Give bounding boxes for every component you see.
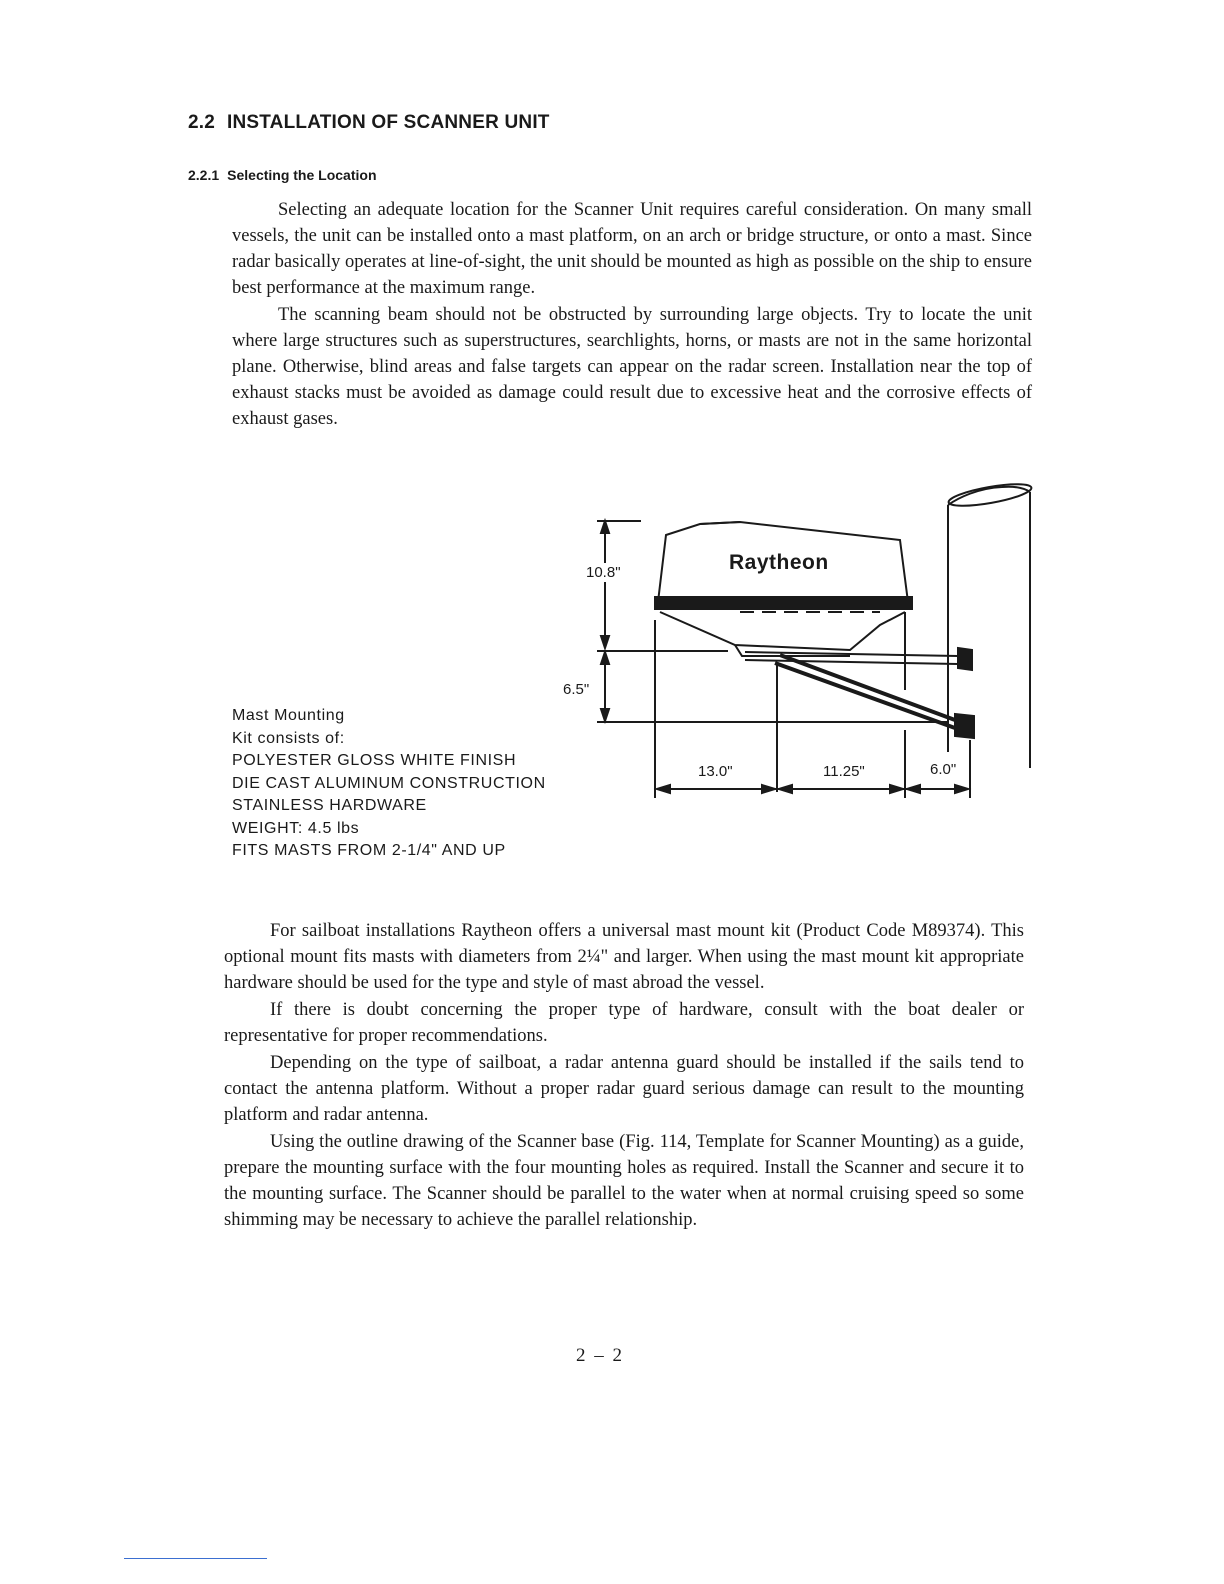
subsection-number: 2.2.1 [188,167,220,183]
mast-clamp-lower [955,714,974,738]
paragraph: If there is doubt concerning the proper type of hardware, consult with the boat dealer or representative for proper recommendations. [224,1000,1024,1046]
caption-line: Kit consists of: [232,729,345,747]
radome-brand-label: Raytheon [729,551,829,574]
dimension-label: 6.0" [930,761,957,778]
mast-outline [948,487,1030,768]
mount-kit-caption [232,705,546,863]
dim-arrow-down [601,636,609,648]
subsection-heading [188,167,377,183]
body-text-block [224,918,1024,1234]
subsection-title: Selecting the Location [227,167,377,183]
caption-line: Mast Mounting [232,707,345,724]
section-number: 2.2 [188,112,216,133]
caption-line: STAINLESS HARDWARE [232,797,427,814]
dimension-label: 10.8" [586,564,621,581]
paragraph: For sailboat installations Raytheon offers a universal mast mount kit (Product Code M89374). This optional mount fits masts with diameters from 2¼" and larger. When using the mast mount kit appropriate hardware should be used for the type and style of mast abroad the vessel. [224,921,1024,993]
radome-base [655,597,912,609]
dim-arrow [955,785,968,793]
dim-arrow [890,785,903,793]
mount-arm-lower [775,655,955,728]
caption-line: POLYESTER GLOSS WHITE FINISH [232,752,517,769]
dim-arrow [907,785,920,793]
mast-top [947,480,1033,510]
caption-line: WEIGHT: 4.5 lbs [232,819,360,837]
dimension-label: 6.5" [563,681,590,698]
dim-arrow [657,785,670,793]
dim-arrow-down [601,709,609,721]
intro-text-block [232,197,1032,433]
paragraph: Selecting an adequate location for the Scanner Unit requires careful consideration. On many small vessels, the unit can be installed onto a mast platform, on an arch or bridge structure, or onto a mast. Since radar basically operates at line-of-sight, the unit should be mounted as high as possible on the ship to ensure best performance at the maximum range. [232,200,1032,298]
page-number: 2 – 2 [576,1345,624,1366]
footer-divider [124,1558,267,1559]
mount-arm-upper [745,652,958,664]
paragraph: Using the outline drawing of the Scanner base (Fig. 114, Template for Scanner Mounting) as a guide, prepare the mounting surface with the four mounting holes as required. Install the Scanner and secure it to the mounting surface. The Scanner should be parallel to the water when at normal cruising speed so some shimming may be necessary to achieve the parallel relationship. [224,1132,1024,1230]
paragraph: Depending on the type of sailboat, a radar antenna guard should be installed if the sails tend to contact the antenna platform. Without a proper radar guard serious damage can result to the mounting platform and radar antenna. [224,1053,1024,1125]
dimension-label: 11.25" [823,763,865,780]
dim-arrow [779,785,792,793]
paragraph: The scanning beam should not be obstructed by surrounding large objects. Try to locate the unit where large structures such as superstructures, searchlights, horns, or masts are not in the same horizontal plane. Otherwise, blind areas and false targets can appear on the radar screen. Installation near the top of exhaust stacks must be avoided as damage could result due to excessive heat and the corrosive effects of exhaust gases. [232,305,1032,429]
section-heading [188,112,550,134]
caption-line: DIE CAST ALUMINUM CONSTRUCTION [232,774,546,792]
dimension-label: 13.0" [698,763,733,780]
section-title: INSTALLATION OF SCANNER UNIT [227,112,550,133]
radome [658,522,908,602]
dim-arrow-up [601,521,609,533]
dim-arrow-up [601,652,609,664]
mast-clamp-upper [958,648,972,670]
pedestal [660,612,905,650]
caption-line: FITS MASTS FROM 2-1/4" AND UP [232,842,506,859]
dim-arrow [762,785,775,793]
